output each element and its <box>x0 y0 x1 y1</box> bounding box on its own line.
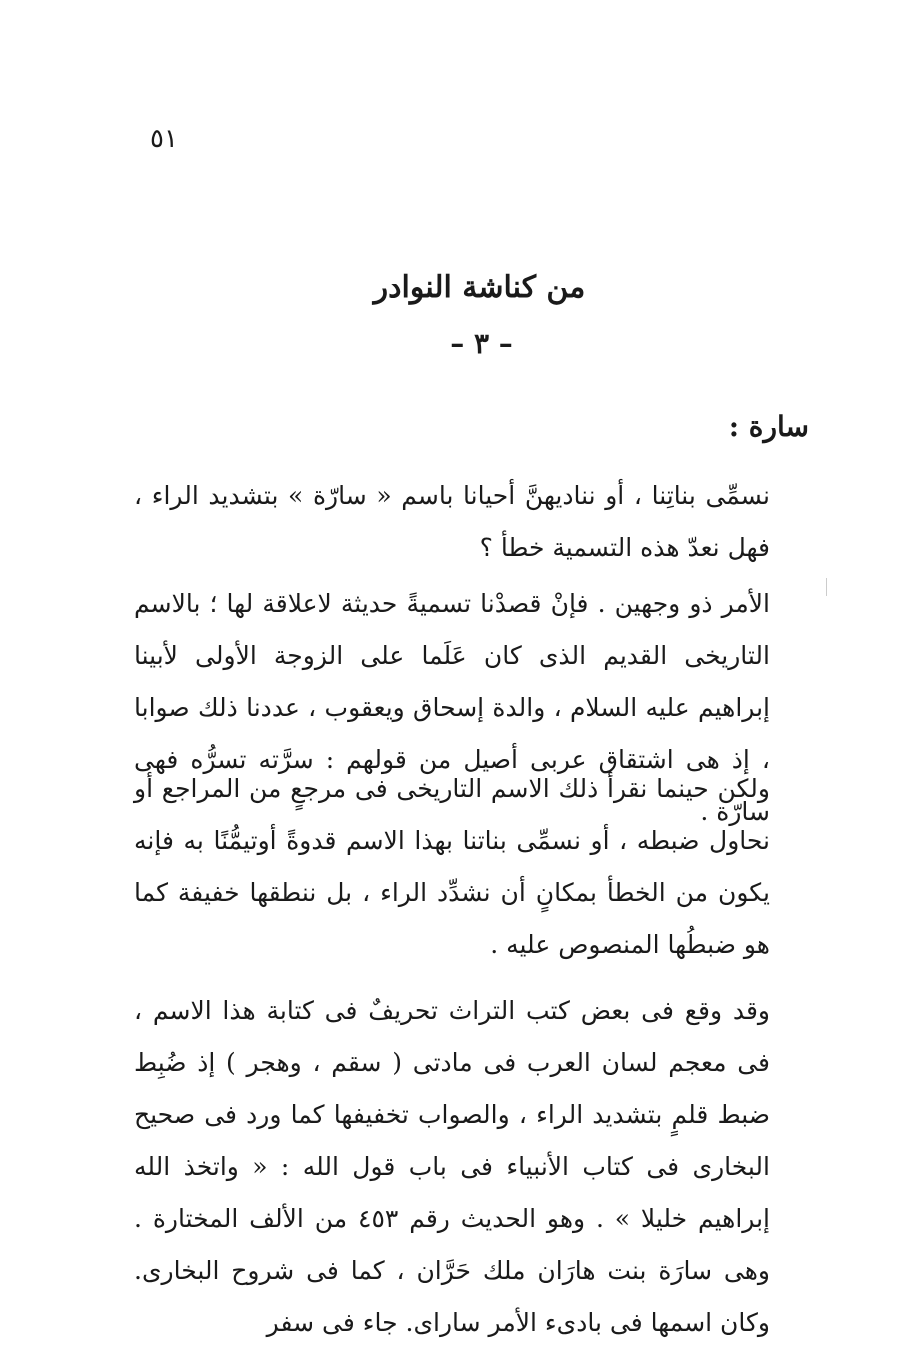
paragraph-3-text: ولكن حينما نقرأ ذلك الاسم التاريخى فى مرجعٍ من المراجع أو نحاول ضبطه ، أو نسمِّى بناتنا بهذا الاسم قدوةً أوتيمُّنًا به فإنه يكون من الخطأ بمكانٍ أن نشدِّد الراء ، بل ننطقها خفيفة كما هو ضبطُها المنصوص عليه . <box>134 774 770 959</box>
article-part-number-text: – ٣ – <box>450 327 513 360</box>
paragraph-1-text: نسمِّى بناتِنا ، أو نناديهنَّ أحيانا باسم « سارّة » بتشديد الراء ، فهل نعدّ هذه التسمية خطأ ؟ <box>134 481 770 562</box>
paragraph-2-text: الأمر ذو وجهين . فإنْ قصدْنا تسميةً حديثة لاعلاقة لها ؛ بالاسم التاريخى القديم الذى كان عَلَما على الزوجة الأولى لأبينا إبراهيم عليه السلام ، والدة إسحاق ويعقوب ، عددنا ذلك صوابا ، إذ هى اشتقاق عربى أصيل من قولهم : سرَّته تسرُّه فهى سارّة . <box>134 589 770 826</box>
paragraph-3 <box>134 763 808 971</box>
paragraph-4-text: وقد وقع فى بعض كتب التراث تحريفٌ فى كتابة هذا الاسم ، فى معجم لسان العرب فى مادتى ( سقم ، وهجر ) إذ ضُبِط ضبط قلمٍ بتشديد الراء ، والصواب تخفيفها كما ورد فى صحيح البخارى فى كتاب الأنبياء فى باب قول الله : « واتخذ الله إبراهيم خليلا » . وهو الحديث رقم ٤٥٣ من الألف المختارة . وهى سارَة بنت هارَان ملك حَرَّان ، كما فى شروح البخارى. وكان اسمها فى بادىء الأمر ساراى. جاء فى سفر <box>134 996 771 1337</box>
article-part-number <box>0 327 919 360</box>
article-title-text: من كناشة النوادر <box>373 270 586 305</box>
paragraph-1 <box>134 470 808 574</box>
section-heading: سارة : <box>728 410 809 443</box>
paragraph-4 <box>134 985 808 1349</box>
page-number: ٥١ <box>150 124 178 154</box>
margin-mark <box>826 578 827 596</box>
article-title <box>0 270 919 305</box>
